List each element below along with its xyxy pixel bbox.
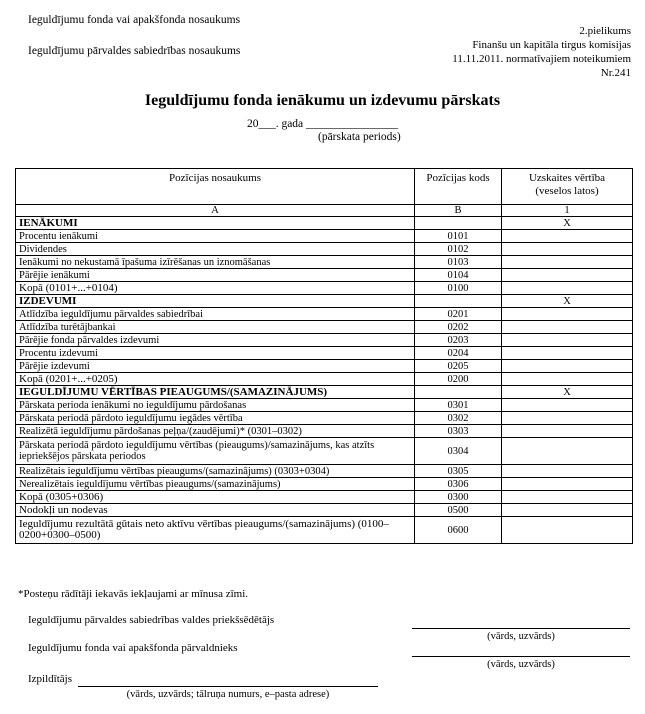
letter-b: B [415,205,502,217]
annex-line-1: 2.pielikums [579,25,631,37]
annex-line-2: Finanšu un kapitāla tirgus komisijas [472,39,631,51]
accounting-value-cell [502,478,633,491]
section-row [16,295,633,308]
manager-caption: (vārds, uzvārds) [487,659,555,670]
header-position-name: Pozīcijas nosaukums [16,169,415,205]
table-row [16,491,633,504]
position-name-cell: Pārējie ienākumi [16,269,415,282]
position-code-cell: 0200 [415,373,502,386]
position-name-cell: Pārskata periodā pārdoto ieguldījumu iegādes vērtība [16,412,415,425]
table-row [16,334,633,347]
letter-a: A [16,205,415,217]
position-name-cell: Realizētais ieguldījumu vērtības pieaugums/(samazinājums) (0303+0304) [16,465,415,478]
position-code-cell: 0201 [415,308,502,321]
table-row [16,438,633,465]
position-name-cell: Realizētā ieguldījumu pārdošanas peļņa/(zaudējumi)* (0301–0302) [16,425,415,438]
chair-signature-line [412,628,630,629]
accounting-value-cell [502,425,633,438]
table-row [16,373,633,386]
manager-signature-line [412,656,630,657]
executor-label: Izpildītājs [28,673,72,685]
accounting-value-cell [502,282,633,295]
position-name-cell: IENĀKUMI [16,217,415,230]
report-table [15,168,633,544]
accounting-value-cell [502,491,633,504]
table-row [16,478,633,491]
position-name-cell: Dividendes [16,243,415,256]
period-caption: (pārskata periods) [318,131,401,143]
accounting-value-cell [502,465,633,478]
chair-label: Ieguldījumu pārvaldes sabiedrības valdes priekšsēdētājs [28,614,275,626]
header-value-line-1: Uzskaites vērtība [528,172,606,184]
table-row [16,269,633,282]
position-code-cell [415,217,502,230]
position-name-cell: Nodokļi un nodevas [16,504,415,517]
position-name-cell: Kopā (0201+...+0205) [16,373,415,386]
position-name-cell: Procentu izdevumi [16,347,415,360]
position-code-cell [415,386,502,399]
position-name-cell: Nerealizētais ieguldījumu vērtības pieaugums/(samazinājums) [16,478,415,491]
position-code-cell: 0304 [415,438,502,465]
table-row [16,256,633,269]
accounting-value-cell [502,230,633,243]
table-row [16,230,633,243]
accounting-value-cell [502,373,633,386]
header-position-code: Pozīcijas kods [415,169,502,205]
report-title: Ieguldījumu fonda ienākumu un izdevumu pārskats [144,92,501,109]
chair-caption: (vārds, uzvārds) [487,631,555,642]
position-code-cell: 0202 [415,321,502,334]
accounting-value-cell: X [502,295,633,308]
table-row [16,321,633,334]
position-code-cell: 0303 [415,425,502,438]
executor-signature-line [78,686,378,687]
position-name-cell: IZDEVUMI [16,295,415,308]
table-row [16,243,633,256]
position-name-cell: Kopā (0305+0306) [16,491,415,504]
header-value-line-2: (veselos latos) [535,185,599,197]
accounting-value-cell: X [502,386,633,399]
table-row [16,308,633,321]
position-name-cell: Pārskata perioda ienākumi no ieguldījumu pārdošanas [16,399,415,412]
table-header-row [16,169,633,205]
position-code-cell: 0600 [415,517,502,544]
accounting-value-cell [502,243,633,256]
position-code-cell: 0103 [415,256,502,269]
accounting-value-cell [502,504,633,517]
accounting-value-cell [502,517,633,544]
accounting-value-cell [502,360,633,373]
accounting-value-cell [502,334,633,347]
position-code-cell: 0302 [415,412,502,425]
accounting-value-cell [502,347,633,360]
table-row [16,517,633,544]
annex-line-3: 11.11.2011. normatīvajiem noteikumiem [452,53,631,65]
table-row [16,412,633,425]
accounting-value-cell [502,256,633,269]
accounting-value-cell [502,438,633,465]
executor-caption: (vārds, uzvārds; tālruņa numurs, e–pasta adrese) [126,689,330,700]
position-code-cell: 0500 [415,504,502,517]
position-name-cell: Pārskata periodā pārdoto ieguldījumu vērtības (pieaugums)/samazinājums, kas atzīts iepriekšējos pārskata periodos [16,438,415,465]
position-code-cell: 0305 [415,465,502,478]
annex-line-4: Nr.241 [600,67,631,79]
accounting-value-cell [502,269,633,282]
position-name-cell: Pārējie fonda pārvaldes izdevumi [16,334,415,347]
fund-name-label: Ieguldījumu fonda vai apakšfonda nosaukums [28,14,241,26]
section-row [16,217,633,230]
position-code-cell: 0306 [415,478,502,491]
annex-reference [452,24,631,80]
table-row [16,504,633,517]
position-code-cell: 0100 [415,282,502,295]
position-name-cell: IEGULDĪJUMU VĒRTĪBAS PIEAUGUMS/(SAMAZINĀJUMS) [16,386,415,399]
position-code-cell: 0203 [415,334,502,347]
position-name-cell: Ienākumi no nekustamā īpašuma izīrēšanas un iznomāšanas [16,256,415,269]
section-row [16,386,633,399]
position-code-cell: 0300 [415,491,502,504]
position-code-cell: 0301 [415,399,502,412]
position-code-cell: 0102 [415,243,502,256]
table-letter-row [16,205,633,217]
position-code-cell: 0204 [415,347,502,360]
table-row [16,347,633,360]
accounting-value-cell [502,399,633,412]
position-name-cell: Kopā (0101+...+0104) [16,282,415,295]
accounting-value-cell [502,412,633,425]
table-row [16,465,633,478]
table-row [16,282,633,295]
position-code-cell: 0101 [415,230,502,243]
manager-label: Ieguldījumu fonda vai apakšfonda pārvaldnieks [28,642,238,654]
company-name-label: Ieguldījumu pārvaldes sabiedrības nosaukums [28,45,241,57]
position-name-cell: Atlīdzība turētājbankai [16,321,415,334]
table-row [16,425,633,438]
position-name-cell: Ieguldījumu rezultātā gūtais neto aktīvu vērtības pieaugums/(samazinājums) (0100–0200+0300–0500) [16,517,415,544]
position-code-cell: 0205 [415,360,502,373]
footnote: *Posteņu rādītāji iekavās iekļaujami ar mīnusa zīmi. [18,588,249,600]
position-code-cell [415,295,502,308]
report-year-line: 20___. gada ________________ [246,118,399,130]
table-row [16,399,633,412]
position-name-cell: Procentu ienākumi [16,230,415,243]
accounting-value-cell [502,308,633,321]
position-name-cell: Atlīdzība ieguldījumu pārvaldes sabiedrībai [16,308,415,321]
table-row [16,360,633,373]
accounting-value-cell [502,321,633,334]
accounting-value-cell: X [502,217,633,230]
position-code-cell: 0104 [415,269,502,282]
position-name-cell: Pārējie izdevumi [16,360,415,373]
letter-1: 1 [502,205,633,217]
header-accounting-value [502,169,633,205]
